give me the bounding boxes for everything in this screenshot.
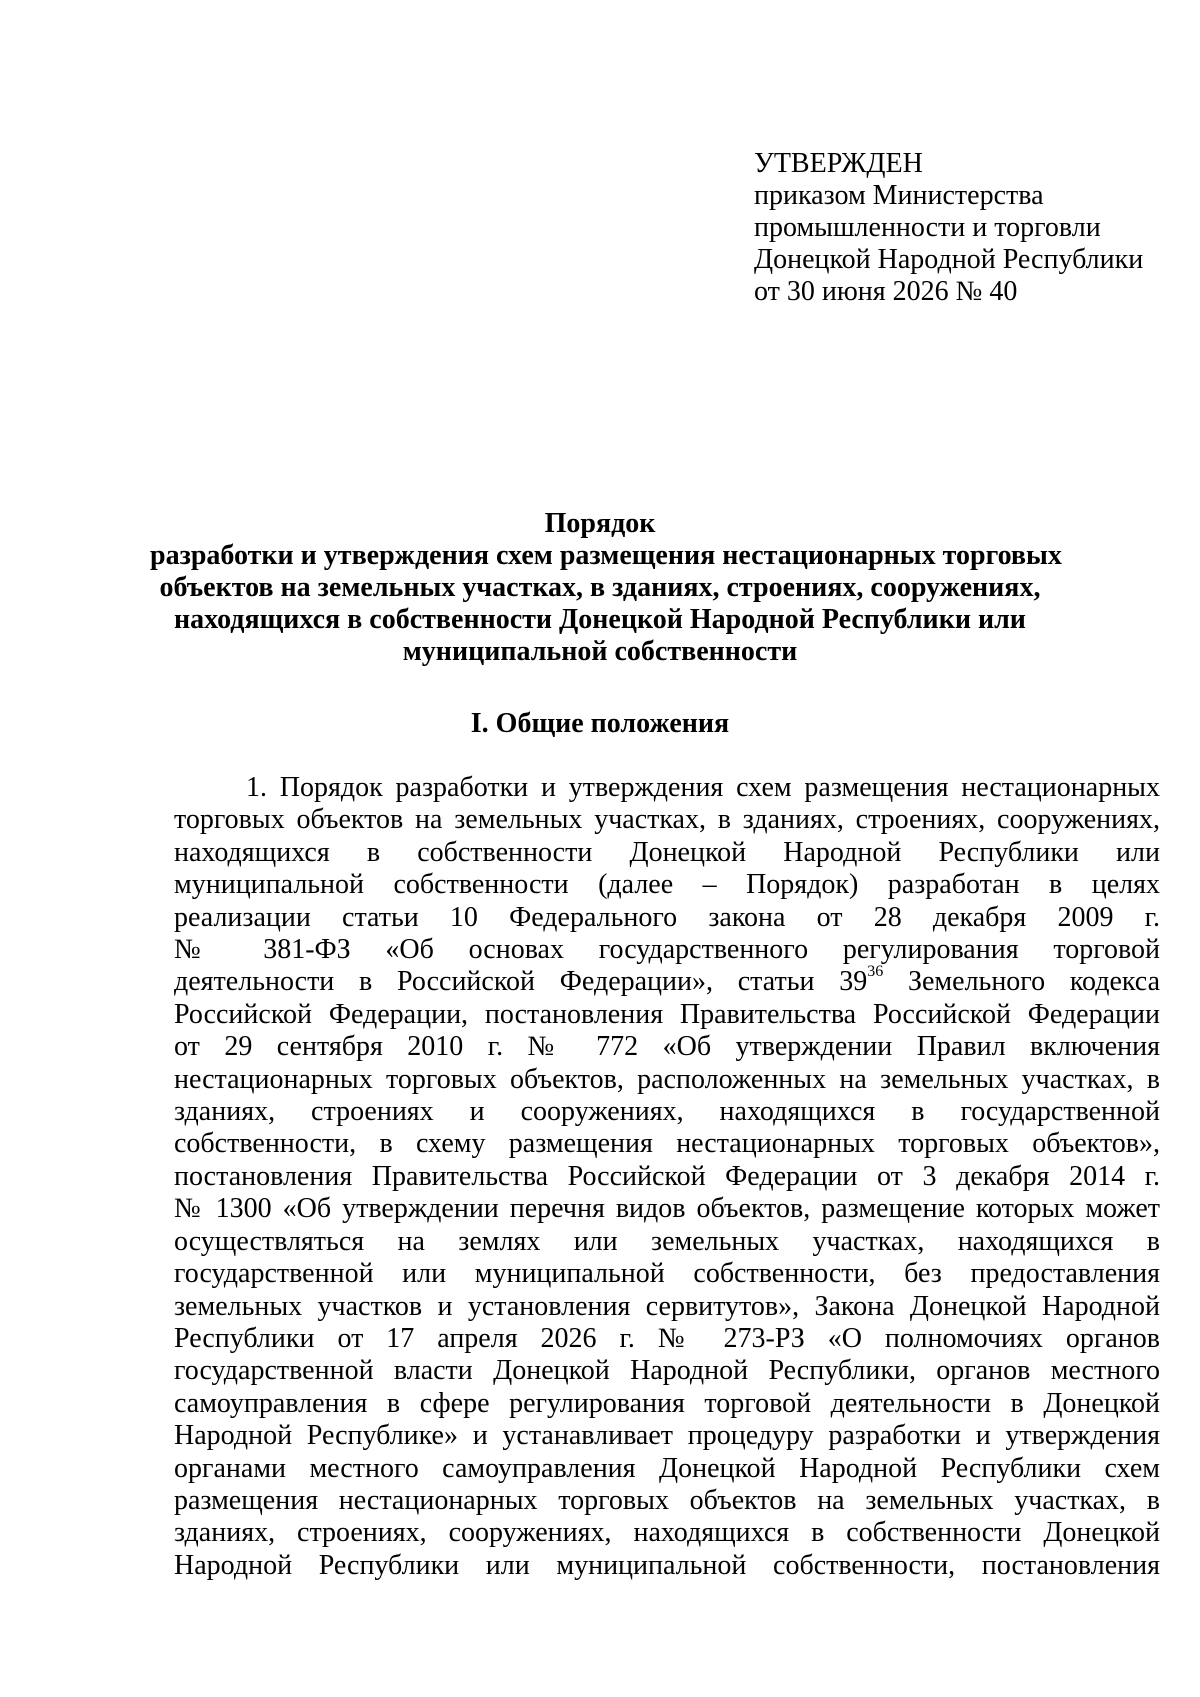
approval-ministry-line: промышленности и торговли bbox=[754, 212, 1101, 243]
section-heading: I. Общие положения bbox=[470, 708, 730, 739]
paragraph-line: земельных участков и установления сервитутов», Закона Донецкой Народной bbox=[174, 1290, 1160, 1322]
approval-republic-line: Донецкой Народной Республики bbox=[754, 244, 1144, 275]
title-line-3: объектов на земельных участках, в зданиях, строениях, сооружениях, bbox=[159, 572, 1041, 603]
paragraph-line: самоуправления в сфере регулирования торговой деятельности в Донецкой bbox=[174, 1387, 1160, 1419]
article-superscript: 36 bbox=[867, 963, 884, 981]
paragraph-line: торговых объектов на земельных участках, в зданиях, строениях, сооружениях, bbox=[174, 804, 1160, 836]
document-title bbox=[150, 508, 1062, 668]
paragraph-line: зданиях, строениях, сооружениях, находящихся в собственности Донецкой bbox=[174, 1517, 1160, 1549]
paragraph-line: Российской Федерации, постановления Правительства Российской Федерации bbox=[174, 998, 1160, 1030]
paragraph-line: Народной Республики или муниципальной собственности, постановления bbox=[174, 1549, 1160, 1581]
paragraph-line: собственности, в схему размещения нестационарных торговых объектов», bbox=[174, 1128, 1160, 1160]
title-line-5: муниципальной собственности bbox=[402, 636, 798, 667]
title-line-4: находящихся в собственности Донецкой Народной Республики или bbox=[174, 604, 1026, 635]
paragraph-line: от 29 сентября 2010 г. № 772 «Об утверждении Правил включения bbox=[174, 1031, 1160, 1063]
approval-date-number: от 30 июня 2026 № 40 bbox=[754, 276, 1018, 307]
paragraph-line-tail: Земельного кодекса bbox=[883, 966, 1160, 998]
title-line-2: разработки и утверждения схем размещения нестационарных торговых bbox=[150, 540, 1062, 571]
paragraph-line-with-superscript bbox=[174, 963, 1160, 998]
paragraph-line: муниципальной собственности (далее – Порядок) разработан в целях bbox=[174, 869, 1160, 901]
paragraph-line: зданиях, строениях и сооружениях, находящихся в государственной bbox=[174, 1096, 1160, 1128]
title-line-1: Порядок bbox=[544, 508, 656, 539]
paragraph-line: постановления Правительства Российской Федерации от 3 декабря 2014 г. bbox=[174, 1160, 1160, 1192]
paragraph-line: 1. Порядок разработки и утверждения схем размещения нестационарных bbox=[246, 772, 1160, 803]
approval-order-line: приказом Министерства bbox=[754, 180, 1044, 211]
paragraph-line: реализации статьи 10 Федерального закона от 28 декабря 2009 г. bbox=[174, 901, 1160, 933]
paragraph-line: размещения нестационарных торговых объектов на земельных участках, в bbox=[174, 1484, 1160, 1516]
paragraph-line: государственной власти Донецкой Народной Республики, органов местного bbox=[174, 1355, 1160, 1387]
paragraph-line: государственной или муниципальной собственности, без предоставления bbox=[174, 1258, 1160, 1290]
paragraph-line: органами местного самоуправления Донецкой Народной Республики схем bbox=[174, 1452, 1160, 1484]
approval-stamp bbox=[754, 148, 1174, 308]
paragraph-line: находящихся в собственности Донецкой Народной Республики или bbox=[174, 836, 1160, 868]
paragraph-line: Республики от 17 апреля 2026 г. № 273-РЗ «О полномочиях органов bbox=[174, 1322, 1160, 1354]
paragraph-line-head: деятельности в Российской Федерации», статьи 39 bbox=[174, 966, 868, 998]
paragraph-line: осуществляться на землях или земельных участках, находящихся в bbox=[174, 1225, 1160, 1257]
paragraph-1 bbox=[174, 772, 1160, 1582]
approval-heading: УТВЕРЖДЕН bbox=[754, 148, 923, 179]
paragraph-line: нестационарных торговых объектов, расположенных на земельных участках, в bbox=[174, 1063, 1160, 1095]
paragraph-line: Народной Республике» и устанавливает процедуру разработки и утверждения bbox=[174, 1420, 1160, 1452]
paragraph-line: № 381-ФЗ «Об основах государственного регулирования торговой bbox=[174, 934, 1160, 966]
paragraph-line: № 1300 «Об утверждении перечня видов объектов, размещение которых может bbox=[174, 1193, 1160, 1225]
